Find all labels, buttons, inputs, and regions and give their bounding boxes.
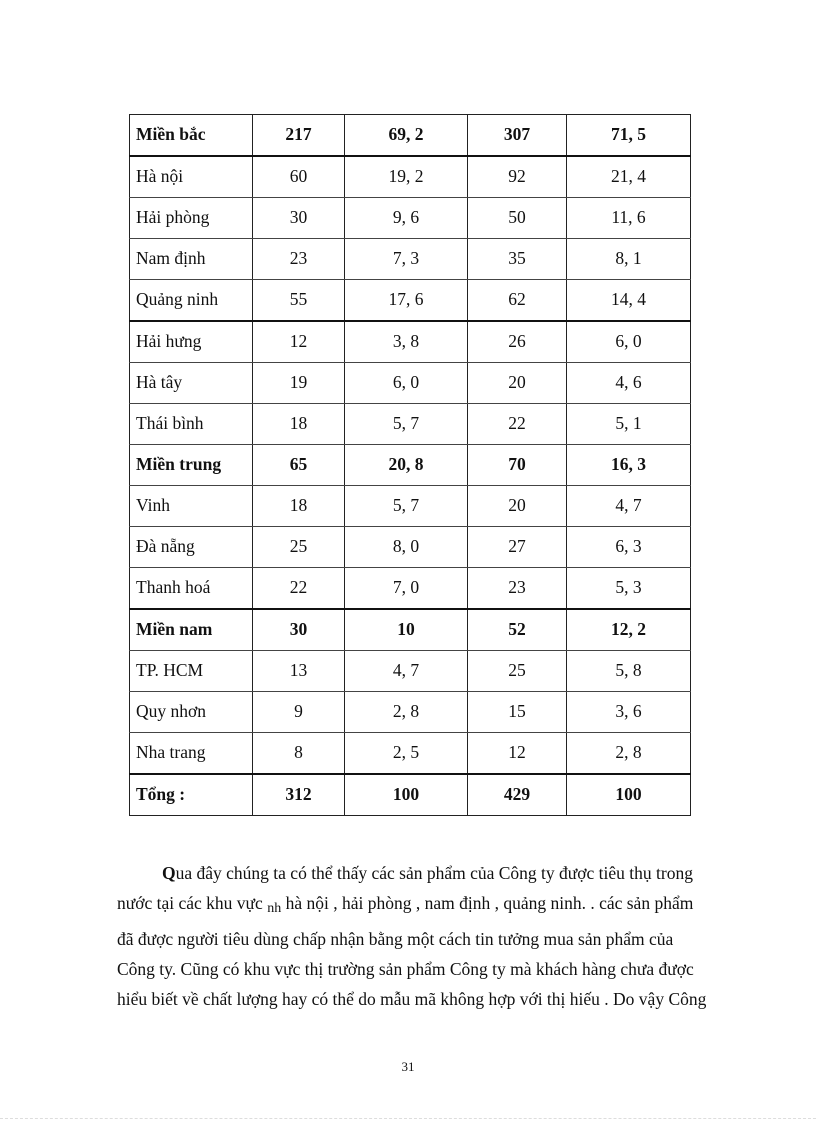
value-cell-2: 15 bbox=[468, 692, 567, 733]
value-cell-2: 25 bbox=[468, 651, 567, 692]
value-cell-1: 9 bbox=[253, 692, 345, 733]
regional-sales-table bbox=[129, 114, 691, 816]
percent-cell-2: 3, 6 bbox=[567, 692, 691, 733]
region-name-cell: Hà nội bbox=[130, 156, 253, 198]
value-cell-1: 8 bbox=[253, 733, 345, 775]
percent-cell-1: 17, 6 bbox=[345, 280, 468, 322]
value-cell-1: 19 bbox=[253, 363, 345, 404]
value-cell-1: 30 bbox=[253, 609, 345, 651]
region-name-cell: Quy nhơn bbox=[130, 692, 253, 733]
region-name-cell: Nam định bbox=[130, 239, 253, 280]
value-cell-1: 55 bbox=[253, 280, 345, 322]
table-row bbox=[130, 692, 691, 733]
region-name-cell: Quảng ninh bbox=[130, 280, 253, 322]
table-row bbox=[130, 609, 691, 651]
value-cell-1: 65 bbox=[253, 445, 345, 486]
table-row bbox=[130, 239, 691, 280]
region-name-cell: TP. HCM bbox=[130, 651, 253, 692]
value-cell-2: 22 bbox=[468, 404, 567, 445]
value-cell-2: 62 bbox=[468, 280, 567, 322]
percent-cell-2: 71, 5 bbox=[567, 115, 691, 157]
table-row bbox=[130, 774, 691, 816]
percent-cell-2: 12, 2 bbox=[567, 609, 691, 651]
percent-cell-1: 2, 8 bbox=[345, 692, 468, 733]
page-number: 31 bbox=[401, 1059, 415, 1074]
value-cell-2: 27 bbox=[468, 527, 567, 568]
table-row bbox=[130, 321, 691, 363]
percent-cell-2: 14, 4 bbox=[567, 280, 691, 322]
region-name-cell: Thái bình bbox=[130, 404, 253, 445]
table-body bbox=[130, 115, 691, 816]
percent-cell-2: 11, 6 bbox=[567, 198, 691, 239]
table-row bbox=[130, 363, 691, 404]
value-cell-1: 13 bbox=[253, 651, 345, 692]
percent-cell-2: 100 bbox=[567, 774, 691, 816]
percent-cell-1: 19, 2 bbox=[345, 156, 468, 198]
percent-cell-1: 20, 8 bbox=[345, 445, 468, 486]
percent-cell-1: 9, 6 bbox=[345, 198, 468, 239]
paragraph-line-2: nước tại các khu vực nh hà nội , hải phòng , nam định , quảng ninh. . các sản phẩm bbox=[117, 893, 694, 916]
table-row bbox=[130, 115, 691, 157]
percent-cell-2: 4, 6 bbox=[567, 363, 691, 404]
paragraph-line-3: đã được người tiêu dùng chấp nhận bằng một cách tin tưởng mua sản phẩm của bbox=[117, 929, 674, 949]
percent-cell-2: 21, 4 bbox=[567, 156, 691, 198]
value-cell-2: 26 bbox=[468, 321, 567, 363]
table-row bbox=[130, 280, 691, 322]
percent-cell-2: 5, 8 bbox=[567, 651, 691, 692]
percent-cell-2: 16, 3 bbox=[567, 445, 691, 486]
table-row bbox=[130, 527, 691, 568]
page-bottom-divider bbox=[0, 1118, 816, 1119]
value-cell-1: 22 bbox=[253, 568, 345, 610]
table-row bbox=[130, 404, 691, 445]
region-name-cell: Tổng : bbox=[130, 774, 253, 816]
value-cell-2: 92 bbox=[468, 156, 567, 198]
value-cell-2: 52 bbox=[468, 609, 567, 651]
percent-cell-2: 8, 1 bbox=[567, 239, 691, 280]
value-cell-2: 23 bbox=[468, 568, 567, 610]
percent-cell-1: 10 bbox=[345, 609, 468, 651]
region-name-cell: Thanh hoá bbox=[130, 568, 253, 610]
percent-cell-1: 7, 3 bbox=[345, 239, 468, 280]
region-name-cell: Hà tây bbox=[130, 363, 253, 404]
percent-cell-1: 69, 2 bbox=[345, 115, 468, 157]
region-name-cell: Nha trang bbox=[130, 733, 253, 775]
table-row bbox=[130, 733, 691, 775]
percent-cell-2: 5, 3 bbox=[567, 568, 691, 610]
value-cell-2: 307 bbox=[468, 115, 567, 157]
percent-cell-1: 5, 7 bbox=[345, 404, 468, 445]
percent-cell-1: 8, 0 bbox=[345, 527, 468, 568]
value-cell-2: 20 bbox=[468, 363, 567, 404]
percent-cell-1: 4, 7 bbox=[345, 651, 468, 692]
value-cell-1: 18 bbox=[253, 404, 345, 445]
value-cell-2: 50 bbox=[468, 198, 567, 239]
region-name-cell: Miền nam bbox=[130, 609, 253, 651]
value-cell-1: 12 bbox=[253, 321, 345, 363]
paragraph-line-5: hiểu biết về chất lượng hay có thể do mẫu mã không hợp với thị hiếu . Do vậy Công bbox=[117, 989, 707, 1009]
value-cell-2: 429 bbox=[468, 774, 567, 816]
body-paragraph bbox=[117, 858, 772, 1014]
table-row bbox=[130, 651, 691, 692]
table-row bbox=[130, 156, 691, 198]
region-name-cell: Đà nẵng bbox=[130, 527, 253, 568]
percent-cell-2: 2, 8 bbox=[567, 733, 691, 775]
value-cell-1: 25 bbox=[253, 527, 345, 568]
paragraph-line-1: Qua đây chúng ta có thể thấy các sản phẩm của Công ty được tiêu thụ trong bbox=[162, 863, 693, 883]
percent-cell-1: 2, 5 bbox=[345, 733, 468, 775]
value-cell-1: 60 bbox=[253, 156, 345, 198]
value-cell-2: 12 bbox=[468, 733, 567, 775]
region-name-cell: Miền bắc bbox=[130, 115, 253, 157]
table-row bbox=[130, 568, 691, 610]
percent-cell-1: 5, 7 bbox=[345, 486, 468, 527]
value-cell-1: 312 bbox=[253, 774, 345, 816]
table-row bbox=[130, 445, 691, 486]
value-cell-2: 70 bbox=[468, 445, 567, 486]
value-cell-2: 35 bbox=[468, 239, 567, 280]
percent-cell-1: 7, 0 bbox=[345, 568, 468, 610]
percent-cell-1: 100 bbox=[345, 774, 468, 816]
percent-cell-1: 6, 0 bbox=[345, 363, 468, 404]
percent-cell-2: 4, 7 bbox=[567, 486, 691, 527]
value-cell-1: 18 bbox=[253, 486, 345, 527]
region-name-cell: Hải phòng bbox=[130, 198, 253, 239]
percent-cell-2: 6, 3 bbox=[567, 527, 691, 568]
value-cell-1: 23 bbox=[253, 239, 345, 280]
percent-cell-2: 6, 0 bbox=[567, 321, 691, 363]
value-cell-2: 20 bbox=[468, 486, 567, 527]
table-row bbox=[130, 198, 691, 239]
region-name-cell: Miền trung bbox=[130, 445, 253, 486]
percent-cell-1: 3, 8 bbox=[345, 321, 468, 363]
table-row bbox=[130, 486, 691, 527]
percent-cell-2: 5, 1 bbox=[567, 404, 691, 445]
value-cell-1: 30 bbox=[253, 198, 345, 239]
region-name-cell: Vinh bbox=[130, 486, 253, 527]
region-name-cell: Hải hưng bbox=[130, 321, 253, 363]
paragraph-line-4: Công ty. Cũng có khu vực thị trường sản phẩm Công ty mà khách hàng chưa được bbox=[117, 959, 694, 979]
value-cell-1: 217 bbox=[253, 115, 345, 157]
